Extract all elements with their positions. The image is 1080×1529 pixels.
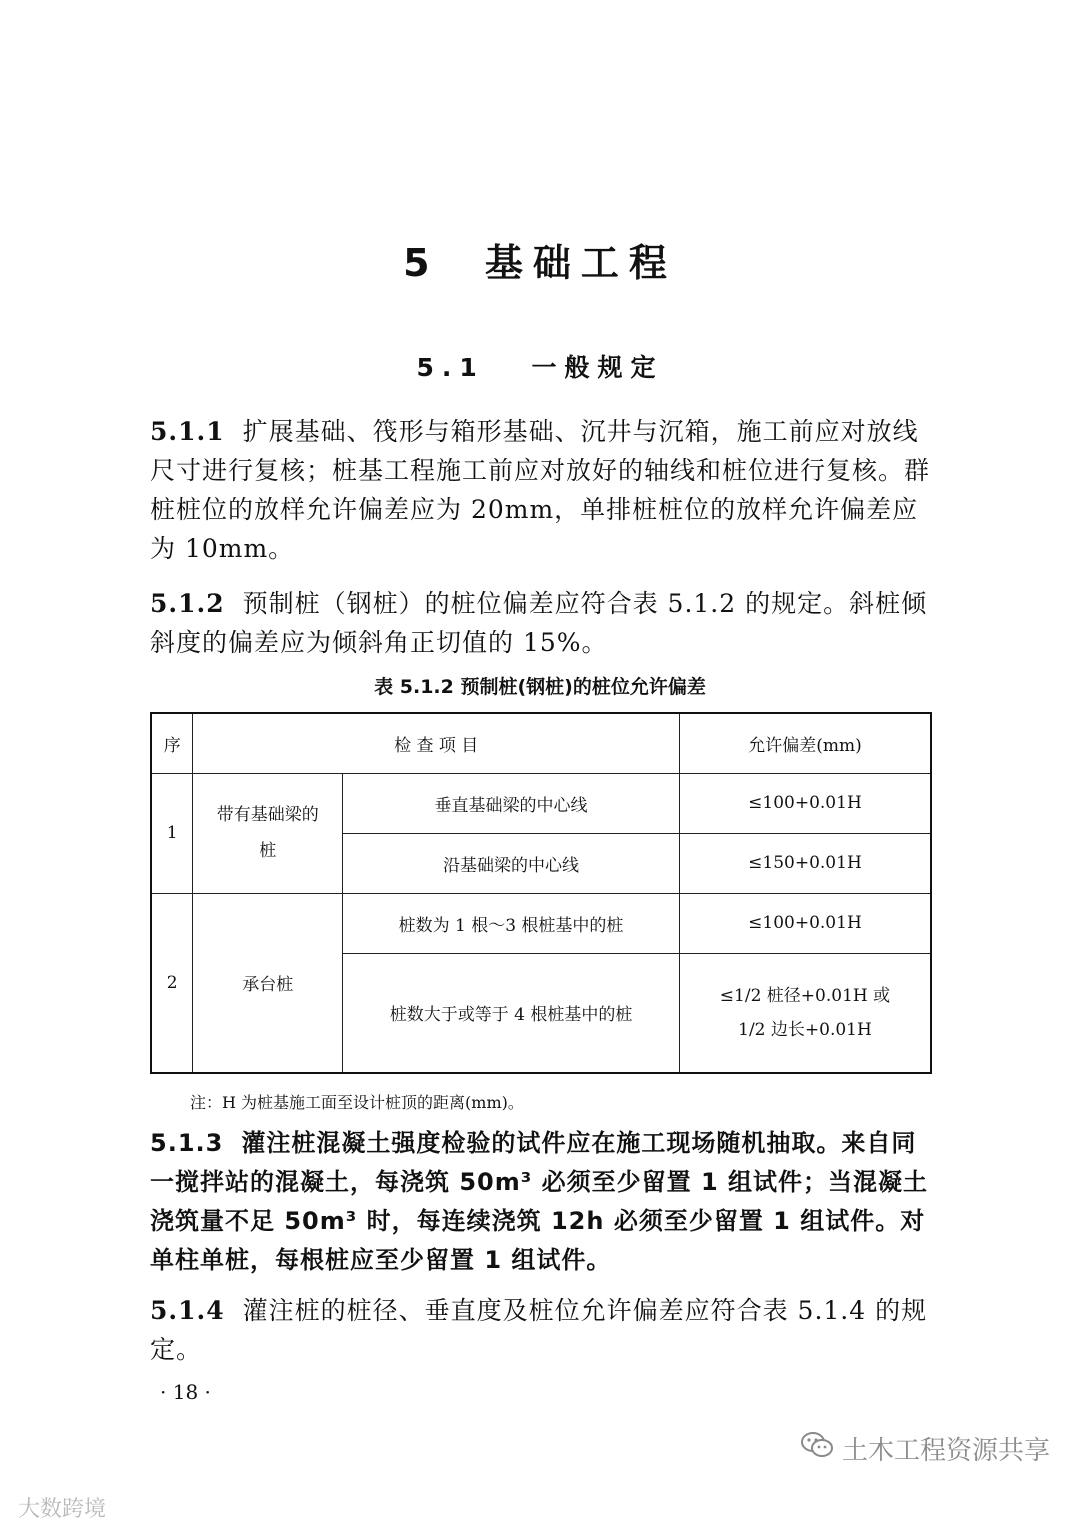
clause-number: 5.1.3 <box>150 1129 224 1157</box>
cell-item: 沿基础梁的中心线 <box>343 833 680 893</box>
cell-tolerance <box>679 953 931 1073</box>
section-title <box>0 348 1080 384</box>
table-row <box>151 773 931 833</box>
chapter-number: 5 <box>403 241 440 285</box>
cell-tolerance: ≤150+0.01H <box>679 833 931 893</box>
chapter-name: 基础工程 <box>484 241 677 285</box>
table-caption: 表 5.1.2 预制桩(钢桩)的桩位允许偏差 <box>374 676 706 698</box>
table-note: 注：H 为桩基施工面至设计桩顶的距离(mm)。 <box>190 1093 524 1112</box>
watermark-right-text: 土木工程资源共享 <box>842 1436 1051 1466</box>
clause-5-1-2 <box>150 584 940 662</box>
section-name: 一般规定 <box>531 353 664 382</box>
clause-number: 5.1.1 <box>150 417 225 446</box>
header-seq: 序 <box>151 713 193 773</box>
tolerance-line: ≤1/2 桩径+0.01H 或 <box>719 985 891 1006</box>
clause-5-1-1 <box>150 412 940 568</box>
chapter-title <box>0 232 1080 287</box>
watermark-left: 大数跨境 <box>18 1497 107 1522</box>
cell-item: 桩数为 1 根～3 根桩基中的桩 <box>343 893 680 953</box>
cell-tolerance: ≤100+0.01H <box>679 773 931 833</box>
watermark-right <box>800 1430 1050 1467</box>
table-header-row <box>151 713 931 773</box>
tolerance-line: 1/2 边长+0.01H <box>738 1019 872 1040</box>
clause-number: 5.1.4 <box>150 1296 225 1325</box>
cell-group: 承台桩 <box>193 893 343 1073</box>
header-tolerance: 允许偏差(mm) <box>679 713 931 773</box>
wechat-icon <box>800 1430 834 1467</box>
cell-seq: 1 <box>151 773 193 893</box>
clause-text: 灌注桩的桩径、垂直度及桩位允许偏差应符合表 5.1.4 的规定。 <box>150 1296 928 1364</box>
clause-text: 灌注桩混凝土强度检验的试件应在施工现场随机抽取。来自同一搅拌站的混凝土，每浇筑 50m³ 必须至少留置 1 组试件；当混凝土浇筑量不足 50m³ 时，每连续浇筑 12h 必须至少留置 1 组试件。对单柱单桩，每根桩应至少留置 1 组试件。 <box>150 1129 929 1274</box>
clause-text: 预制桩（钢桩）的桩位偏差应符合表 5.1.2 的规定。斜桩倾斜度的偏差应为倾斜角正切值的 15%。 <box>150 589 928 657</box>
page-number: · 18 · <box>160 1380 211 1404</box>
header-item: 检 查 项 目 <box>193 713 680 773</box>
clause-5-1-4 <box>150 1291 940 1369</box>
cell-item: 桩数大于或等于 4 根桩基中的桩 <box>343 953 680 1073</box>
tolerance-table <box>150 712 932 1074</box>
section-number: 5.1 <box>416 353 485 382</box>
table-row <box>151 893 931 953</box>
cell-group: 带有基础梁的桩 <box>193 773 343 893</box>
cell-tolerance: ≤100+0.01H <box>679 893 931 953</box>
cell-seq: 2 <box>151 893 193 1073</box>
cell-item: 垂直基础梁的中心线 <box>343 773 680 833</box>
clause-text: 扩展基础、筏形与箱形基础、沉井与沉箱，施工前应对放线尺寸进行复核；桩基工程施工前应对放好的轴线和桩位进行复核。群桩桩位的放样允许偏差应为 20mm，单排桩桩位的放样允许偏差应为 10mm。 <box>150 417 931 563</box>
clause-number: 5.1.2 <box>150 589 225 618</box>
clause-5-1-3 <box>150 1124 940 1280</box>
